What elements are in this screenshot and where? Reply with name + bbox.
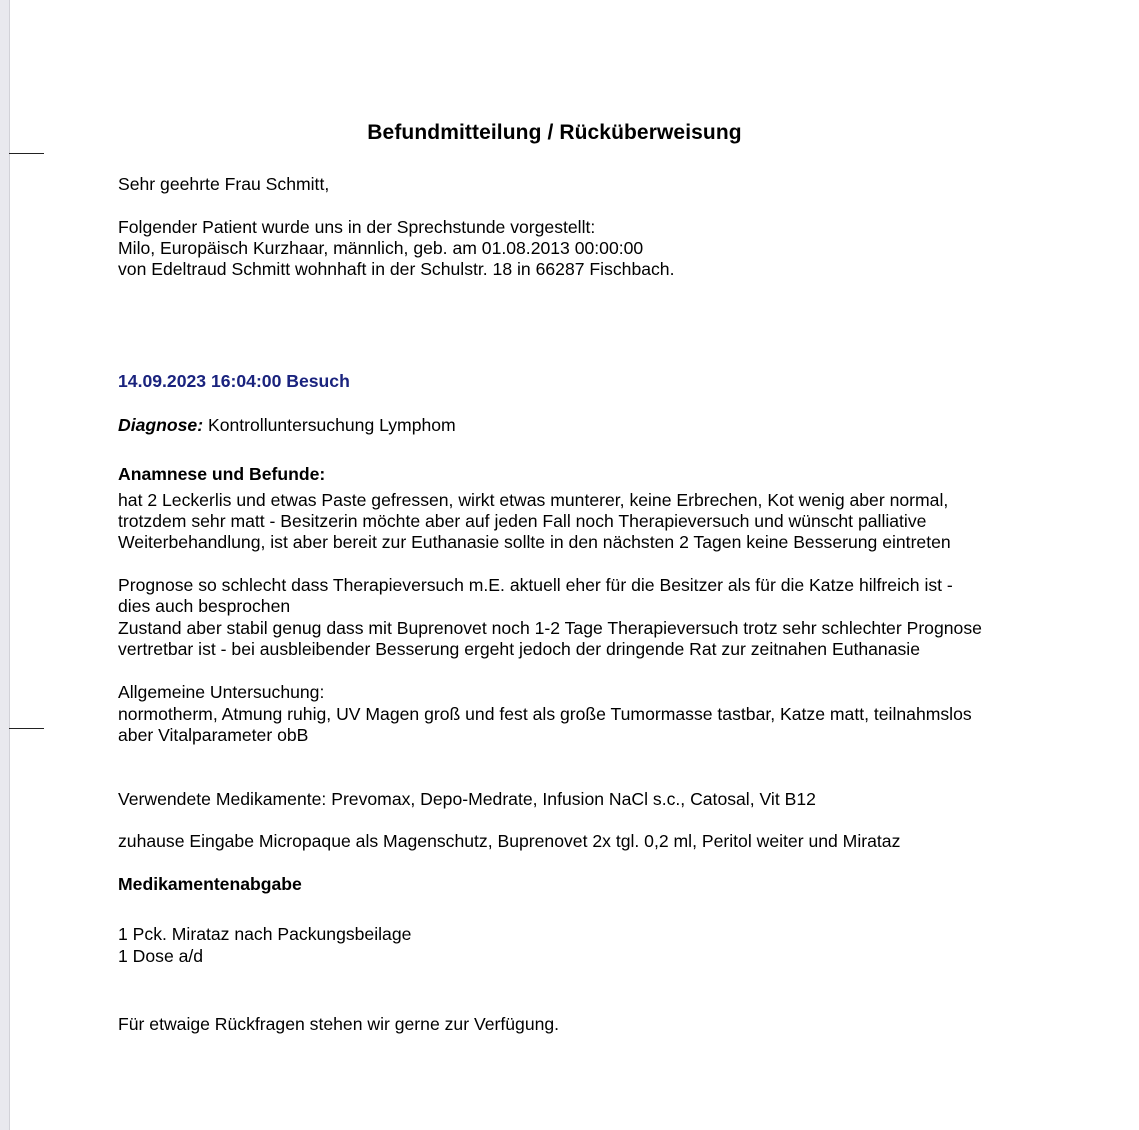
fold-mark [9,728,44,729]
patient-line: Milo, Europäisch Kurzhaar, männlich, geb. am 01.08.2013 00:00:00 [118,238,644,258]
anamnesis-line: Weiterbehandlung, ist aber bereit zur Euthanasie sollte in den nächsten 2 Tagen keine Besserung eintreten [118,532,951,552]
prognosis-line: dies auch besprochen [118,596,291,616]
closing-line: Für etwaige Rückfragen stehen wir gerne zur Verfügung. [118,1014,560,1034]
exam-line: normotherm, Atmung ruhig, UV Magen groß und fest als große Tumormasse tastbar, Katze matt, teilnahmslos [118,704,972,724]
home-medication: zuhause Eingabe Micropaque als Magenschutz, Buprenovet 2x tgl. 0,2 ml, Peritol weiter und Mirataz [118,831,901,851]
intro-line-1: Folgender Patient wurde uns in der Sprechstunde vorgestellt: [118,217,596,237]
exam-heading: Allgemeine Untersuchung: [118,682,325,702]
punch-mark-top [9,153,44,154]
anamnesis-heading: Anamnese und Befunde: [118,464,326,484]
dispensing-heading: Medikamentenabgabe [118,874,302,894]
document-title: Befundmitteilung / Rücküberweisung [367,121,742,144]
exam-line: aber Vitalparameter obB [118,725,309,745]
prognosis-line: Zustand aber stabil genug dass mit Buprenovet noch 1-2 Tage Therapieversuch trotz sehr schlechter Prognose [118,618,982,638]
visit-header: 14.09.2023 16:04:00 Besuch [118,371,350,391]
medications-used: Verwendete Medikamente: Prevomax, Depo-Medrate, Infusion NaCl s.c., Catosal, Vit B12 [118,789,816,809]
owner-line: von Edeltraud Schmitt wohnhaft in der Schulstr. 18 in 66287 Fischbach. [118,259,675,279]
dispensing-item: 1 Pck. Mirataz nach Packungsbeilage [118,924,412,944]
prognosis-line: Prognose so schlecht dass Therapieversuch m.E. aktuell eher für die Besitzer als für die Katze hilfreich ist - [118,575,953,595]
page-left-edge [0,0,10,1130]
dispensing-item: 1 Dose a/d [118,946,204,966]
prognosis-line: vertretbar ist - bei ausbleibender Besserung ergeht jedoch der dringende Rat zur zeitnahen Euthanasie [118,639,920,659]
salutation: Sehr geehrte Frau Schmitt, [118,174,330,194]
diagnosis-line [118,415,456,437]
anamnesis-line: trotzdem sehr matt - Besitzerin möchte aber auf jeden Fall noch Therapieversuch und wünscht palliative [118,511,927,531]
diagnosis-label: Diagnose: [118,415,204,435]
anamnesis-line: hat 2 Leckerlis und etwas Paste gefressen, wirkt etwas munterer, keine Erbrechen, Kot wenig aber normal, [118,490,949,510]
diagnosis-value: Kontrolluntersuchung Lymphom [207,415,456,435]
